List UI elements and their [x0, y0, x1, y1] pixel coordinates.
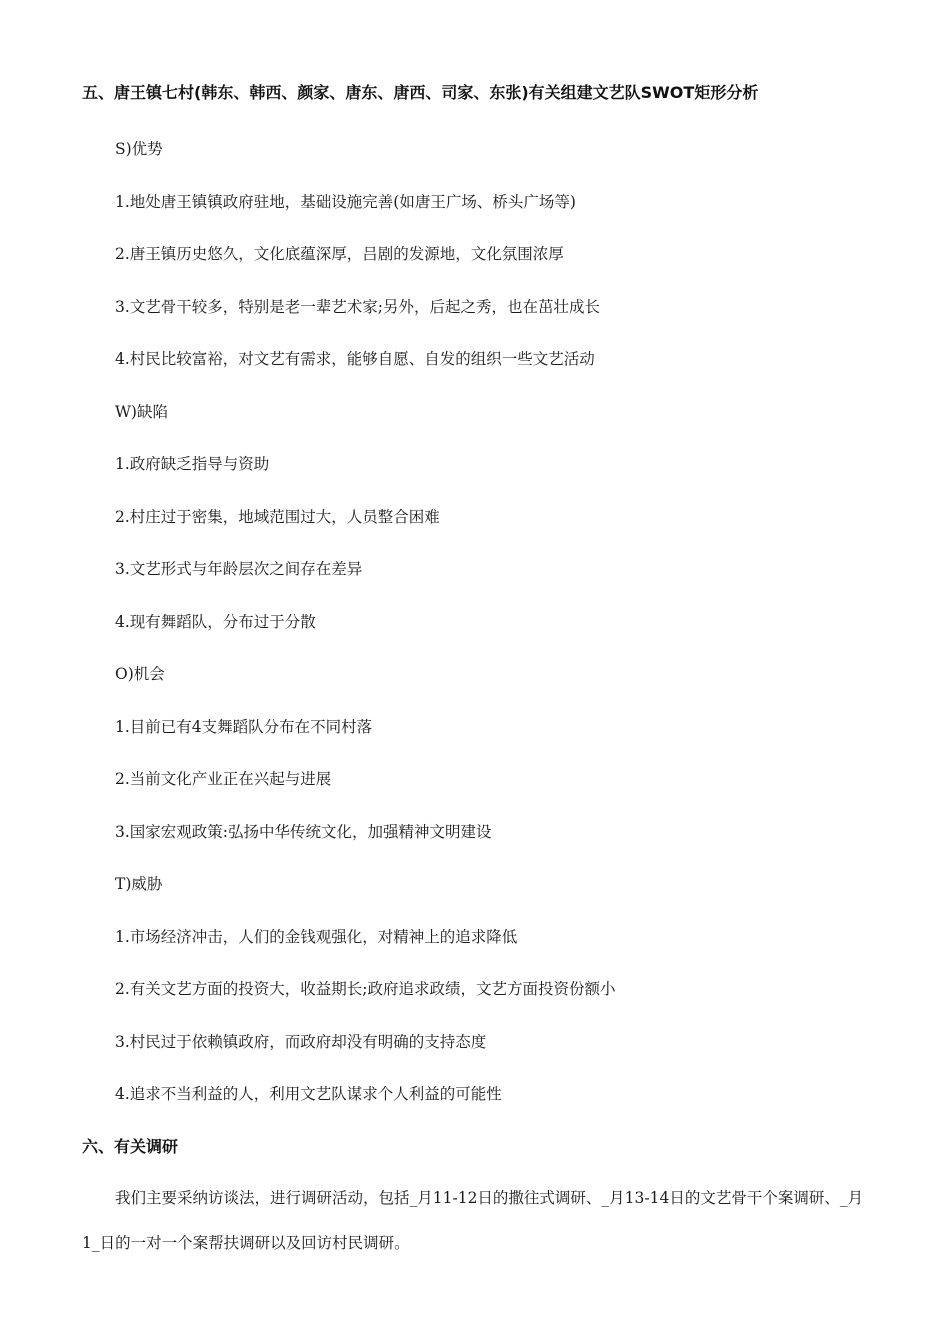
threat-item: 1.市场经济冲击，人们的金钱观强化，对精神上的追求降低 — [115, 928, 518, 946]
threat-item: 4.追求不当利益的人，利用文艺队谋求个人利益的可能性 — [115, 1085, 502, 1103]
opportunity-item: 1.目前已有4支舞蹈队分布在不同村落 — [115, 718, 373, 736]
weakness-item: 1.政府缺乏指导与资助 — [115, 455, 270, 473]
section5-title: 五、唐王镇七村(韩东、韩西、颜家、唐东、唐西、司家、东张)有关组建文艺队SWOT矩形分析 — [82, 83, 759, 102]
threat-item: 2.有关文艺方面的投资大，收益期长;政府追求政绩，文艺方面投资份额小 — [115, 980, 616, 998]
strength-item: 2.唐王镇历史悠久，文化底蕴深厚，吕剧的发源地，文化氛围浓厚 — [115, 245, 564, 263]
weakness-item: 3.文艺形式与年龄层次之间存在差异 — [115, 560, 363, 578]
weakness-item: 2.村庄过于密集，地域范围过大，人员整合困难 — [115, 508, 440, 526]
opportunity-item: 3.国家宏观政策:弘扬中华传统文化，加强精神文明建设 — [115, 823, 492, 841]
weaknesses-label: W)缺陷 — [115, 403, 168, 421]
strength-item: 1.地处唐王镇镇政府驻地，基础设施完善(如唐王广场、桥头广场等) — [115, 193, 576, 211]
opportunities-label: O)机会 — [115, 665, 165, 683]
strength-item: 4.村民比较富裕，对文艺有需求，能够自愿、自发的组织一些文艺活动 — [115, 350, 595, 368]
strength-item: 3.文艺骨干较多，特别是老一辈艺术家;另外，后起之秀，也在茁壮成长 — [115, 298, 601, 316]
threat-item: 3.村民过于依赖镇政府，而政府却没有明确的支持态度 — [115, 1033, 487, 1051]
section6-paragraph: 我们主要采纳访谈法，进行调研活动，包括_月11-12日的撒往式调研、_月13-14日的文艺骨干个案调研、_月1_日的一对一个案帮扶调研以及回访村民调研。 — [82, 1189, 864, 1252]
strengths-label: S)优势 — [115, 140, 163, 158]
weakness-item: 4.现有舞蹈队，分布过于分散 — [115, 613, 316, 631]
threats-label: T)威胁 — [115, 875, 163, 893]
section6-title: 六、有关调研 — [82, 1137, 179, 1156]
opportunity-item: 2.当前文化产业正在兴起与进展 — [115, 770, 332, 788]
